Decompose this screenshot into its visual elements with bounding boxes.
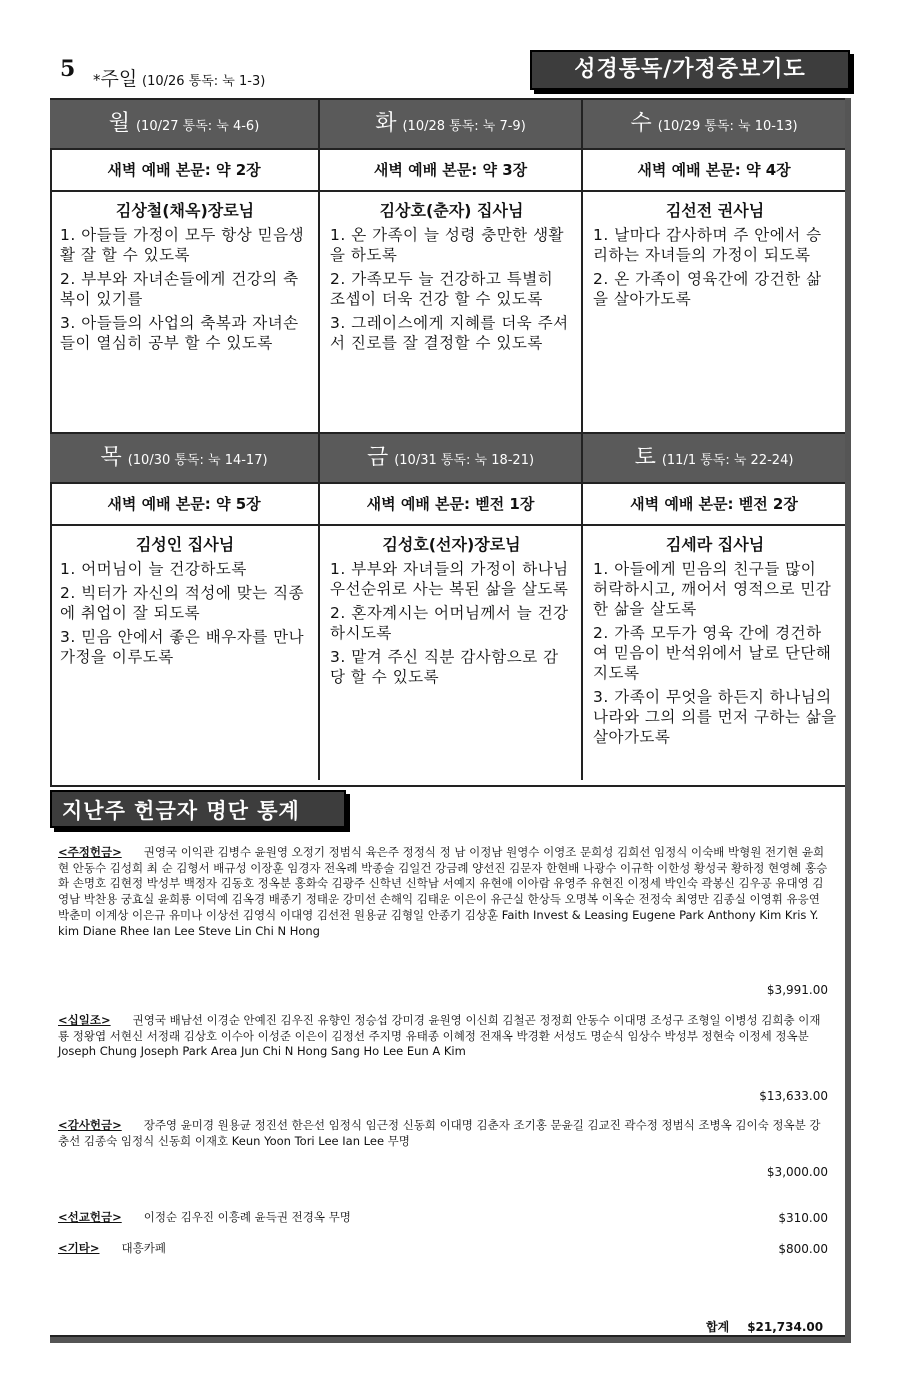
prayer-person: 김상철(채옥)장로님: [115, 201, 255, 220]
page-bottom-rule: [50, 1335, 845, 1337]
prayer-item: 2. 빅터가 자신의 적성에 맞는 직종에 취업이 잘 되도록: [60, 584, 305, 622]
prayer-person: 김성호(선자)장로님: [382, 535, 521, 554]
offering-names: 대흥카페: [121, 1241, 166, 1255]
dawn-sermon: 새벽 예배 본문: 약 2장: [50, 150, 318, 192]
offering-label: <선교헌금>: [58, 1210, 122, 1224]
offering-section-tithe: [58, 1013, 828, 1060]
page-shadow-bottom: [50, 1337, 851, 1343]
day-header: [320, 100, 581, 150]
offering-section-mission: [58, 1210, 828, 1226]
prayer-item: 3. 맡겨 주신 직분 감사함으로 감당 할 수 있도록: [330, 648, 559, 686]
sunday-reading: [93, 64, 265, 91]
day-name: 토: [634, 445, 656, 470]
offering-total: [706, 1318, 823, 1335]
prayer-item: 2. 부부와 자녀손들에게 건강의 축복이 있기를: [60, 270, 299, 308]
dawn-sermon: 새벽 예배 본문: 약 4장: [583, 150, 845, 192]
prayer-item: 1. 부부와 자녀들의 가정이 하나님 우선순위로 사는 복된 삶을 살도록: [330, 560, 569, 598]
day-name: 화: [375, 111, 397, 136]
prayer-block: [50, 192, 318, 432]
day-header: [50, 434, 318, 484]
prayer-item: 2. 가족모두 늘 건강하고 특별히 조셉이 더욱 건강 할 수 있도록: [330, 270, 554, 308]
offering-section-other: [58, 1241, 828, 1257]
prayer-item: 1. 아들에게 믿음의 친구들 많이 허락하시고, 깨어서 영적으로 민감한 삶을 살도록: [593, 560, 832, 618]
day-ref: (10/27 통독: 눅 4-6): [135, 119, 260, 134]
dawn-sermon: 새벽 예배 본문: 약 3장: [320, 150, 581, 192]
offering-amount: $3,000.00: [766, 1165, 828, 1179]
prayer-item: 2. 혼자계시는 어머님께서 늘 건강하시도록: [330, 604, 569, 642]
day-column-thu: [50, 434, 320, 780]
offering-label: <십일조>: [58, 1013, 111, 1027]
prayer-grid: [50, 100, 845, 780]
offering-amount: $310.00: [778, 1211, 828, 1225]
dawn-sermon: 새벽 예배 본문: 벧전 2장: [583, 484, 845, 526]
prayer-item: 2. 가족 모두가 영육 간에 경건하여 믿음이 반석위에서 날로 단단해지도록: [593, 624, 832, 682]
prayer-person: 김선전 권사님: [665, 201, 765, 220]
prayer-block: [320, 192, 581, 432]
prayer-item: 2. 온 가족이 영육간에 강건한 삶을 살아가도록: [593, 270, 822, 308]
day-header: [583, 100, 845, 150]
day-ref: (11/1 통독: 눅 22-24): [661, 453, 794, 468]
day-ref: (10/31 통독: 눅 18-21): [394, 453, 535, 468]
offering-amount: $800.00: [778, 1242, 828, 1256]
offering-names: 이정순 김우진 이흥례 윤득권 전경옥 무명: [143, 1210, 351, 1224]
day-column-wed: [583, 100, 845, 432]
day-header: [583, 434, 845, 484]
prayer-item: 1. 어머님이 늘 건강하도록: [60, 560, 247, 578]
offering-stats-title: 지난주 헌금자 명단 통계: [50, 790, 346, 828]
sunday-ref: (10/26 통독: 눅 1-3): [142, 74, 266, 89]
offering-section-thanks: [58, 1118, 828, 1149]
total-label: 합계: [706, 1320, 730, 1334]
total-value: $21,734.00: [747, 1320, 824, 1334]
prayer-item: 1. 온 가족이 늘 성령 충만한 생활을 하도록: [330, 226, 565, 264]
day-column-fri: [320, 434, 583, 780]
offering-amount: $13,633.00: [759, 1089, 828, 1103]
day-name: 목: [100, 445, 122, 470]
offering-names: 권영국 이익관 김병수 윤원영 오정기 정범식 육은주 정정식 정 남 이정남 원영수 이영조 문희성 김희선 임정식 이숙배 박형원 전기현 윤희현 안동수 김성희 최 순 김형서 배규성 이장훈 임경자 전옥례 박종술 김일건 강금례 양선진 김문자 한현배 나광수 이규학 이한성 황성국 황하정 현영혜 홍승화 손명호 김현정 박성부 백정자 김동호 정옥분 홍화숙 김광주 신학년 신학남 서예지 유현애 이아람 유영주 유현진 이정세 박인숙 곽봉신 김우공 유대영 김영남 박찬용 궁효실 윤희룡 이덕예 김옥경 배종기 정태운 강미선 손해익 김태운 이은이 유근실 한상득 오명복 이옥순 전정숙 최영만 김종실 이영휘 유응연 박춘미 이계상 이은규 유미나 이상선 김영식 이대영 김선전 원용균 김형일 안종기 김상훈 Faith Invest & Leasing Eugene Park Anthony Kim Kris Y. kim Diane Rhee Ian Lee Steve Lin Chi N Hong: [58, 845, 828, 938]
prayer-item: 1. 아들들 가정이 모두 항상 믿음생활 잘 할 수 있도록: [60, 226, 305, 264]
prayer-block: [320, 526, 581, 780]
prayer-item: 3. 아들들의 사업의 축복과 자녀손들이 열심히 공부 할 수 있도록: [60, 314, 299, 352]
prayer-person: 김성인 집사님: [135, 535, 235, 554]
section-banner: 성경통독/가정중보기도: [530, 50, 850, 90]
offering-label: <감사헌금>: [58, 1118, 122, 1132]
prayer-block: [583, 526, 845, 780]
day-ref: (10/28 통독: 눅 7-9): [402, 119, 526, 134]
prayer-person: 김세라 집사님: [665, 535, 765, 554]
prayer-block: [583, 192, 845, 432]
offering-names: 권영국 배남선 이경순 안예진 김우진 유향인 정승섭 강미경 윤원영 이신희 김철곤 정정희 안동수 이대명 조성구 조형일 이병성 김희충 이재룡 정왕엽 서현신 서정래 김상호 이수아 이성준 이은이 김정선 주지명 유태종 이혜정 전재옥 박경환 서성도 명순식 임상수 박성부 정현숙 이정세 정옥분 Joseph Chung Joseph Park Area Jun Chi N Hong Sang Ho Lee Eun A Kim: [58, 1013, 821, 1059]
day-name: 월: [108, 111, 130, 136]
sunday-day: 주일: [100, 68, 138, 90]
day-column-tue: [320, 100, 583, 432]
day-name: 수: [630, 111, 652, 136]
offering-label: <주정헌금>: [58, 845, 122, 859]
prayer-item: 3. 가족이 무엇을 하든지 하나님의 나라와 그의 의를 먼저 구하는 삶을 살아가도록: [593, 688, 837, 746]
page-shadow-right: [845, 98, 851, 1343]
dawn-sermon: 새벽 예배 본문: 벧전 1장: [320, 484, 581, 526]
page-number: 5: [60, 56, 76, 82]
offering-label: <기타>: [58, 1241, 100, 1255]
prayer-item: 1. 날마다 감사하며 주 안에서 승리하는 자녀들의 가정이 되도록: [593, 226, 822, 264]
offering-amount: $3,991.00: [766, 983, 828, 997]
week-row-top: [50, 100, 845, 434]
day-column-sat: [583, 434, 845, 780]
sunday-prefix: *: [93, 71, 101, 89]
offering-section-sunday: [58, 845, 828, 939]
prayer-item: 3. 그레이스에게 지혜를 더욱 주셔서 진로를 잘 결정할 수 있도록: [330, 314, 569, 352]
prayer-block: [50, 526, 318, 780]
day-ref: (10/30 통독: 눅 14-17): [127, 453, 268, 468]
day-ref: (10/29 통독: 눅 10-13): [657, 119, 798, 134]
day-column-mon: [50, 100, 320, 432]
prayer-item: 3. 믿음 안에서 좋은 배우자를 만나 가정을 이루도록: [60, 628, 305, 666]
week-row-bottom: [50, 434, 845, 780]
prayer-person: 김상호(춘자) 집사님: [379, 201, 524, 220]
offering-names: 장주영 윤미경 원용균 정진선 한은선 임정식 임근정 신동희 이대명 김춘자 조기홍 문윤길 김교진 곽수정 정범식 조병옥 김이숙 정옥분 강충선 김종숙 임정식 신동희 이재호 Keun Yoon Tori Lee Ian Lee 무명: [58, 1118, 821, 1148]
day-header: [320, 434, 581, 484]
day-name: 금: [366, 445, 389, 470]
day-header: [50, 100, 318, 150]
dawn-sermon: 새벽 예배 본문: 약 5장: [50, 484, 318, 526]
